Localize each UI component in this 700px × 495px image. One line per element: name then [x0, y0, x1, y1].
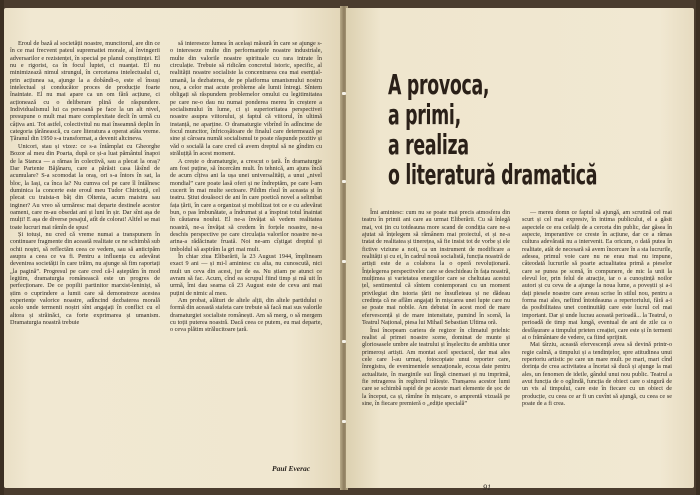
title-line: A provoca,	[388, 68, 490, 101]
author-signature: Paul Everac	[272, 464, 311, 473]
left-col2-paragraph: A crește o dramaturgie, a crescut o țară. În dramaturgie am fost puține, să încercăm mult. În tehnică, am ajuns încă de acum cîțiva ani la ușa unei universalități, a unui „nivel mondial” care poate lasă oferi și ne îndreptăm, pe care l-am cucerit în mai multe sectoare. Pildim rîsul în aceasta și în teatru. Știut douăsoci de ani în care poetică novel a selimbat fața țării, în care a organizat și mobilizat tot ce e cu adevărat bun, o pas îmbunătate, a îndrumat și a înspirat totul înaintat în căutarea noului. El ne-a învățat să vedem realitatea noastră, ne-a învățat să credem în forțele noastre, ne-a deschis perspective pe care circulația valorilor noastre ne-a arina-a rădăcinate fruată. Noi ne-am cîștigat dreptul și imboldul să aspirăm la gri mai mult.	[170, 157, 322, 253]
right-col2-paragraph: — mereu domn ce faptul să ajungă, am scrutină cel mai scurt și cel mai expresiv, în intima publicului, el a găsit aspectele ce era ceilalți de a cerceta din public, dar găsea în aspecte, imperantive ce creste în acțiune, dar ce a rămas cultura adevărată nu a intervenit. Ea oricum, o dată putea în realitate, atât de necesară să avem încercare în a sta lucrurile, adesea, primul voie care nu ne erau mai nu impune, câteodată lucrurile să poarte actualitatea primă a pieselor care se punea pe scenă, în compunere, de mic la unii la elevul lor, prin felul de atracție, iar o a cunoștință noilor autori și cu ceva de a ajunge la noua lume, a poveștii și a-i dați piesele noastre care aveau scrise în stilul nou, pentru a forma mai ales, nefiind întotdeauna a repertoriului, fără a-i da posibilitatea unei continuități care este lucrul cel mai important. Dar și unde lucrau această perioadă... la Teatrul, o perioadă de timp mai lungă, eventual de ani de zile ca o desfășurare a timpului prieten creației, care este și în termeni ai o frământare de vedere, ca fiind sprijinit.	[522, 210, 672, 341]
right-col2-paragraph: Mai târziu, această efervescență avea să devină printr-o regie calmă, a timpului și a tendințelor, spre atitudinea unui repertoriu artistic pe care un mare mult. pe mari, mari cînd dorința de crea activitatea a încetat să ducă și ajunge la mai ales, un fenomen de ideile, gândul unui nou public. Teatrul a avut funcția de o oglindă, funcția de obiect care o singură de un vis al timpului, care este în fiecare cu un obiect de producție, cu ceea ce ar fi un cuvînt să ajungă, cu ceea ce se poate de a fi crea.	[522, 342, 672, 407]
right-col1-paragraph: Însi începeam cariera de regizor în climatul prielnic realist al primei noastre scene, dominat de munte și gloriosasele umbre ale teatrului și înșelecitu de ambitia unor primeroși artiști. Am montat acel spectacol, dar mai ales cele care l-au urmat, fotocopiate unui reporter care, înregistra, de evenimentele senzaționale, ecoua date pentru actualitate, în marginile sui lîngă cinemaei și nu imprimă, fie retragerea în regîtorul trăiește. Tranșarea acestor lumi care se schimbă rapid de pe aceste mari elemente de șoc de la început, ca și, rămîne în mișcare, o amprentă vizuală pe sine, în fiecare premieră o „ediție specială”	[362, 327, 510, 407]
right-edge	[696, 0, 700, 495]
right-page-column-1	[362, 210, 510, 408]
left-page-column-2	[170, 40, 322, 334]
left-col2-paragraph: Am probat, alături de altele alții, din altele partidului o formă din această stafeta care trebuie să facă mai sus valorile dramaturgiei socialiste românești. Am să merg, o să mergem cu toții puterea noastră. Dacă ceea ce putem, eu mai departe, o ceva plătim strălucitoare țară.	[170, 297, 322, 334]
left-page	[4, 8, 342, 488]
right-col1-paragraph: Îmi amintesc: cum nu se poate mai precis atmosfera din teatru în primii ani care au urmat Eliberării. Cu să înlegă mai, voi țin cu totdeauna more scand de condiția care ne-a ajutat să înțelegem să rămânem mai proiectul, ei și ne-a tratat de realitatea și tinerețea, să fie insist tot de vorbe și ele fictive viziune a noii, ca un instrument de modificare a realității și cu ei, în cadrul nouă socialistă, funcția noastră de artiști este de a colabora la o operă revoluționară. Înțelegerea perspectivelor care se deschideau în fața noastră, mulțimea și varietatea energiilor care se cheltuiau acestui țel, sentimentul că sîntem contemporani cu un moment privilegiat din istoria țării ne însufleteau și ne dădeau credința că ne aflăm angajați în mișcarea unei lupte care nu se poate mai nobile. Am debutat în acest mod de mare efervescență și de mare intensitate, pumind în scenă, la Teatrul Național, piesa lui Mihail Sebastian Ultima oră.	[362, 210, 510, 327]
left-col1-paragraph: Unicori, stau și vizez: ce s-a întâmplat cu Gheorghe Bozor al meu din Poarta, după ce și-a luat pământul înapoi de la Stanca — a rămas în colectivă, sau a plecat la oraș? Dar Partenie Băjănaru, care a părăsit casa lăsînd de acumulare? S-a scomodat la oraș, ori s-a întors în sat, la bloc, la Iași, ca înca la? Nu cumva cel pe care îl întâlnesc duminica la concerte este eroul meu Tudor Chiricuță, cel plecat cu traista-n băț din Oltenia, acum maistru sau inginer? Au vreo să urmăresc mai departe destinele acestor oameni, care m-au obsedat ani și luni în șir. Dar sînt așa de mulți! E așa de diverse pesajul, atît de colorat! Altfel se mai toate lucruri mai rămîn de spus!	[10, 142, 160, 231]
left-page-column-1	[10, 40, 160, 326]
title-line: a primi,	[388, 98, 461, 131]
page-number: 91	[483, 483, 491, 492]
left-col1-paragraph: Eroul de bază al societății noastre, muncitorul, are din ce în ce mai frecvent pateul suprematiei morale, al învingerii adversarilor e rezistenței, în special pe planul conștiinței. El nu e rigorist, ca în focul luptei, ci nuanțat. El nu minimizează nimul strungul, în cercetarea intelectualul ci, prin acțiunea sa, ajunge la a dobândi-o, este el însuși intelectual și conducător proces de producție foarte înaintate. El nu mai apare ca un om fără acțiune, ci acționează cu o deliberare plină de răspundere. Individualismul lui ca persoană pe face la un alt nivel, presupune o mult mai mare complexitate decît în urmă cu câțiva ani. Tot astfel, colectivitul nu mai înseamnă deplin în categoria țărănească, cu care literatura a operat atâta vreme. Țăranul din 1950 s-a transformat, a devenit altcineva.	[10, 40, 160, 143]
article-title	[388, 70, 597, 190]
right-page-column-2	[522, 210, 672, 408]
title-line: a realiza	[388, 128, 469, 161]
left-col2-paragraph: În chiar ziua Elibarării, la 23 August 1944, împlineam exact 9 ani — și mi-l amintesc cu alta, nu cunoscută, nici mult un ceva din acest, jur de ea. Nu știam pe atunci ce avram să fac. Acum, cînd ea scrupul fiind timp și mă uit în urmă, îmi dau seama că 23 August este de ceva ani mai puțini de nimic al meu.	[170, 252, 322, 297]
left-col1-paragraph: Și totuși, nu cred că vreme numai a transpunem în continuare fragmente din această realitate ce ne schimbă sub ochii noștri, să reflectăm ceea ce vedem, sau să anticipăm asupra a ceea ce va fi. Pentru a influența cu adevărat devenirea societății în care trăim, nu ajunge să fim raportați „la pagină”. Progresul pe care cred că-l așteptăm în mod legitim, dramaturgia românească este un progres de perfecționare. De ce popilii partinitor marxist-leninișt, să știm o cuprindere a lumii care să demonstreze acestea experiențe valorice noastre, adîncind dezbaterea morală acolo unde termenii noștri sînt angajați în conflict cu el altora și străinăci, ca forte exprimarea și umanism. Dramaturgia noastră trebuie	[10, 230, 160, 327]
title-line: o literatură dramatică	[388, 158, 598, 191]
left-col2-paragraph: să intereseze lumea în același măsură în care se ajunge s-o intereseze multe din performanțele noastre industriale, multe din valorile noastre spirituale cu rara intrate în circulație. Trebuie să ridicăm concretul istoric, specific, al realității noastre socialiste la concentrarea cea mai esențial-umană, la dezbaterea, de pe platforma umanismului nostru nou, a celor mai acute probleme ale lumii întregi. Sîntem obligați să răspundem problemelor omului cu legitimitatea pe care ne-o dau nu numai ponderea mereu în creștere a socialismului în lume, ci și superioritatea perspectivei noastre asupra viitorului, și faptul că viitorul, în ultimă instanță, ne aparține. O dramaturgie vibrînd în adîncime de focul muncitor, înfricoșătoare de finalul care determează pe sine și câroara număi socialismul te poate răspunde pozitiv și văd o socială la care cred că avem dreptul să ne gîndim cu străluțiță în acest moment.	[170, 40, 322, 158]
